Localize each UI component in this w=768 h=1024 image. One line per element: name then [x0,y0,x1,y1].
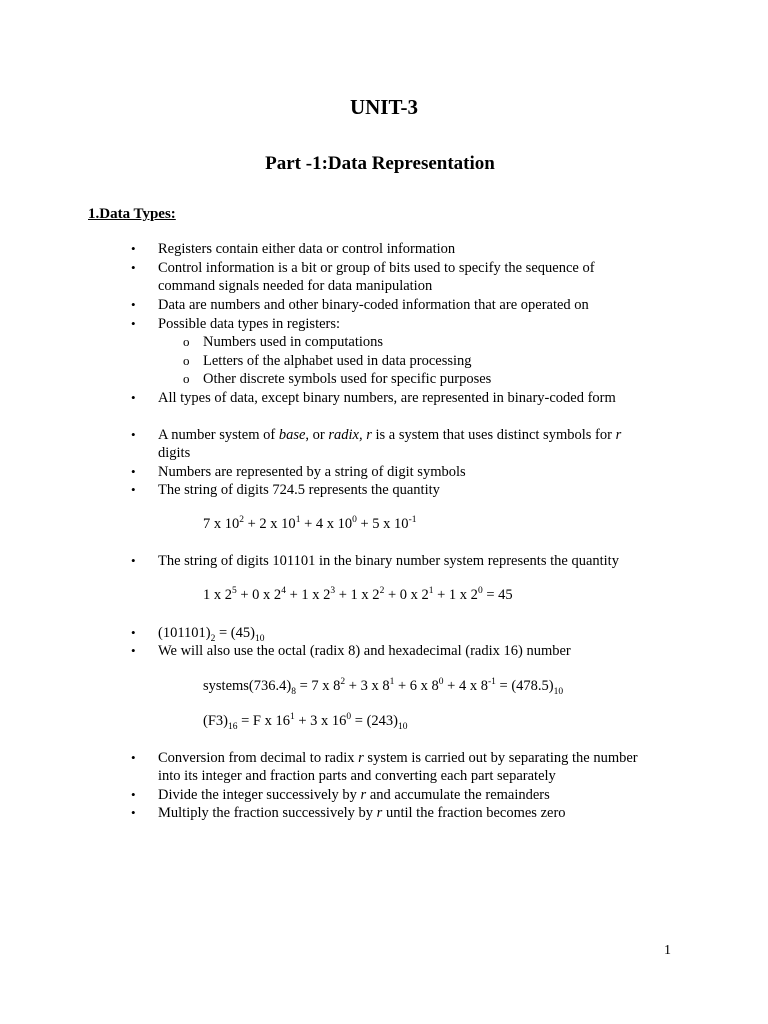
bullet-marker: • [131,241,136,256]
bullet-marker: • [131,464,136,479]
part-title: Part -1:Data Representation [265,153,495,174]
bullet-marker: • [131,805,136,820]
bullet-possible-types: Possible data types in registers: [158,316,341,332]
bullet-724: The string of digits 724.5 represents the quantity [158,482,440,498]
bullet-marker: • [131,390,136,405]
bullet-octal-hex: We will also use the octal (radix 8) and hexadecimal (radix 16) number [158,643,571,659]
formula-octal: $systems(736.4)_8 = 7$ x $8^2 + 3$ x $8^1 + 6$ x $8^0 + 4$ x $8^{-1} = (478.5)_{10}$ [203,677,564,697]
bullet-marker: • [131,750,136,765]
sub-bullet-numbers: Numbers used in computations [203,334,384,350]
bullet-all-types: All types of data, except binary numbers, are represented in binary-coded form [158,390,616,406]
bullet-control-info: Control information is a bit or group of bits used to specify the sequence of command signals needed for data manipulation [158,260,595,295]
bullet-marker: • [131,297,136,312]
sub-bullet-marker: o [183,371,190,386]
bullet-marker: • [131,260,136,275]
bullet-binary-equiv: $(101101)_2 = (45)_{10}$ [158,625,265,644]
bullet-multiply: Multiply the fraction successively by r until the fraction becomes zero [158,805,566,821]
bullet-marker: • [131,427,136,442]
formula-724: 7 x $10^2 + 2$ x $10^1 + 4$ x $10^0 + 5$ x $10^{-1}$ [203,515,417,532]
bullet-marker: • [131,787,136,802]
bullet-marker: • [131,316,136,331]
bullet-data-numbers: Data are numbers and other binary-coded information that are operated on [158,297,589,313]
bullet-registers: Registers contain either data or control information [158,241,456,257]
bullet-conversion: Conversion from decimal to radix r system is carried out by separating the number into its integer and fraction parts and converting each part separately [158,750,638,785]
bullet-marker: • [131,553,136,568]
bullet-101101: The string of digits 101101 in the binary number system represents the quantity [158,553,619,569]
bullet-marker: • [131,625,136,640]
bullet-digit-symbols: Numbers are represented by a string of digit symbols [158,464,466,480]
unit-title: UNIT-3 [349,95,419,119]
sub-bullet-symbols: Other discrete symbols used for specific purposes [203,371,492,387]
sub-bullet-marker: o [183,334,190,349]
section-heading: 1.Data Types: [88,206,176,222]
formula-101101: 1 x $2^5 + 0$ x $2^4 + 1$ x $2^3 + 1$ x $2^2 + 0$ x $2^1 + 1$ x $2^0 = 45$ [203,586,513,603]
sub-bullet-letters: Letters of the alphabet used in data processing [203,353,472,369]
formula-hex: $(F3)_{16} = F$ x $16^1 + 3$ x $16^0 = (243)_{10}$ [203,712,408,732]
bullet-number-system: A number system of base, or radix, r is a system that uses distinct symbols for r digits [158,427,622,462]
bullet-divide: Divide the integer successively by r and accumulate the remainders [158,787,550,803]
bullet-marker: • [131,643,136,658]
page-number: 1 [664,943,671,958]
sub-bullet-marker: o [183,353,190,368]
bullet-marker: • [131,482,136,497]
